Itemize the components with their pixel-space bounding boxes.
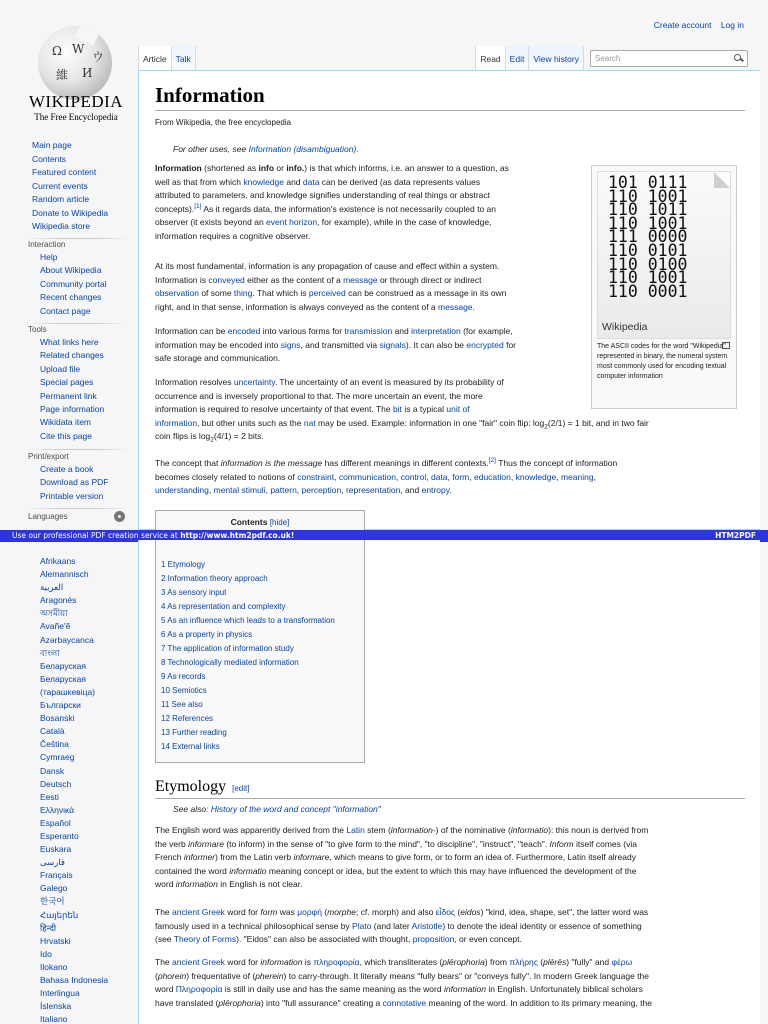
article-link[interactable]: πληροφορία bbox=[313, 957, 360, 967]
article-link[interactable]: observation bbox=[155, 288, 199, 298]
toc-title: Contents [hide] bbox=[230, 517, 290, 527]
toc-item[interactable]: 3 As sensory input bbox=[161, 588, 227, 597]
language-link-23[interactable]: Français bbox=[40, 870, 73, 881]
view-tabs bbox=[475, 46, 748, 70]
personal-tools bbox=[647, 20, 744, 30]
language-link-29[interactable]: Ido bbox=[40, 948, 52, 959]
table-of-contents bbox=[155, 540, 365, 763]
language-link-27[interactable]: हिन्दी bbox=[40, 922, 57, 933]
ascii-binary-image[interactable]: 101 0111 110 1001 110 1011 110 1001 111 0000 110 0101 110 0100 110 1001 110 0001 Wikipedia bbox=[597, 171, 731, 339]
article-link[interactable]: μορφή bbox=[297, 907, 322, 917]
toc-hide-toggle[interactable]: [hide] bbox=[269, 518, 290, 527]
article-link[interactable]: knowledge bbox=[515, 471, 557, 482]
sidebar-item-main-3[interactable]: Current events bbox=[32, 180, 88, 191]
tab-view-history[interactable]: View history bbox=[528, 46, 584, 70]
sidebar-item-interaction-0[interactable]: Help bbox=[40, 252, 58, 262]
article-link[interactable]: unit of bbox=[446, 404, 470, 414]
etymology-heading: Etymology [edit] bbox=[155, 778, 745, 799]
language-link-31[interactable]: Bahasa Indonesia bbox=[40, 975, 109, 985]
history-word-link[interactable]: History of the word and concept "information" bbox=[210, 804, 381, 814]
toc-item[interactable]: 6 As a property in physics bbox=[161, 630, 253, 639]
pdf-service-banner: Use our professional PDF creation service at http://www.htm2pdf.co.uk! HTM2PDF bbox=[0, 530, 768, 542]
sidebar-item-main-0[interactable]: Main page bbox=[32, 140, 72, 150]
banner-url[interactable]: http://www.htm2pdf.co.uk! bbox=[180, 531, 295, 540]
image-wikipedia-label: Wikipedia bbox=[602, 321, 648, 333]
article-link[interactable]: ancient Greek bbox=[172, 907, 225, 917]
article-link[interactable]: conveyed bbox=[208, 274, 245, 285]
toc-item[interactable]: 10 Semiotics bbox=[161, 686, 207, 695]
toc-item[interactable]: 13 Further reading bbox=[161, 728, 227, 737]
toc-item[interactable]: 2 Information theory approach bbox=[161, 574, 268, 583]
language-link-24[interactable]: Galego bbox=[40, 883, 68, 894]
htm2pdf-logo: HTM2PDF bbox=[715, 531, 756, 540]
article-link[interactable]: understanding bbox=[155, 485, 209, 495]
languages-heading: Languages bbox=[28, 512, 68, 521]
toc-item[interactable]: 1 Etymology bbox=[161, 560, 206, 569]
language-link-19[interactable]: Español bbox=[40, 817, 71, 828]
article-link[interactable]: Plato bbox=[352, 920, 372, 931]
article-link[interactable]: message bbox=[438, 301, 473, 312]
article-link[interactable]: proposition bbox=[412, 934, 455, 944]
page-title: Information bbox=[155, 83, 745, 111]
sidebar-item-print-1[interactable]: Download as PDF bbox=[40, 477, 109, 488]
article-link[interactable]: ancient Greek bbox=[172, 957, 225, 967]
article-link[interactable]: encoded bbox=[227, 326, 261, 336]
article-link[interactable]: entropy bbox=[421, 485, 450, 495]
sidebar-item-tools-4[interactable]: Permanent link bbox=[40, 390, 97, 401]
search-placeholder: Search bbox=[595, 54, 621, 63]
article-link[interactable]: knowledge bbox=[243, 176, 284, 187]
toc-item[interactable]: 9 As records bbox=[161, 672, 206, 681]
language-settings-gear-icon[interactable] bbox=[114, 511, 125, 522]
article-link[interactable]: Aristotle bbox=[411, 920, 443, 931]
create-account-link[interactable]: Create account bbox=[653, 20, 712, 30]
language-link-12[interactable]: Català bbox=[40, 726, 65, 737]
logo-tagline: The Free Encyclopedia bbox=[34, 112, 118, 122]
languages-list bbox=[0, 555, 138, 1024]
namespace-tabs bbox=[138, 46, 196, 70]
language-link-7[interactable]: বাংলা bbox=[40, 647, 60, 658]
toc-item[interactable]: 12 References bbox=[161, 714, 214, 723]
language-link-3[interactable]: Aragonés bbox=[40, 595, 77, 606]
language-link-9[interactable]: Беларуская (тарашкевіца) bbox=[40, 673, 96, 697]
language-link-22[interactable]: فارسی bbox=[40, 857, 65, 868]
article-link[interactable]: perceived bbox=[308, 288, 346, 298]
thumbnail-caption: The ASCII codes for the word "Wikipedia" represented in binary, the numeral system most commonly used for encoding textual computer information bbox=[597, 343, 728, 380]
article-link[interactable]: mental stimuli bbox=[213, 485, 266, 495]
article-link[interactable]: Latin bbox=[346, 825, 365, 835]
language-link-21[interactable]: Euskara bbox=[40, 844, 72, 855]
article-link[interactable]: Πληροφορία bbox=[175, 984, 223, 994]
language-link-10[interactable]: Български bbox=[40, 700, 81, 711]
sidebar-item-tools-2[interactable]: Upload file bbox=[40, 363, 81, 374]
article-link[interactable]: education bbox=[473, 471, 511, 482]
article-link[interactable]: encrypted bbox=[466, 339, 504, 350]
toc-item[interactable]: 11 See also bbox=[161, 700, 203, 709]
interaction-portal bbox=[0, 239, 138, 318]
sidebar-item-main-1[interactable]: Contents bbox=[32, 153, 67, 164]
article-link[interactable]: message bbox=[343, 274, 378, 285]
article-link[interactable]: bit bbox=[392, 404, 402, 414]
interaction-heading: Interaction bbox=[28, 240, 66, 249]
etymology-edit-link[interactable]: [edit] bbox=[232, 784, 250, 793]
article-link[interactable]: perception bbox=[301, 485, 342, 495]
hatnote: For other uses, see Information (disambiguation). bbox=[173, 144, 359, 154]
sidebar-item-tools-1[interactable]: Related changes bbox=[40, 350, 104, 361]
article-link[interactable]: interpretation bbox=[411, 326, 461, 336]
article-content-continued bbox=[138, 540, 760, 1024]
language-link-0[interactable]: Afrikaans bbox=[40, 556, 76, 566]
sidebar-item-interaction-4[interactable]: Contact page bbox=[40, 305, 91, 316]
language-link-14[interactable]: Cymraeg bbox=[40, 752, 75, 763]
language-link-4[interactable]: অসমীয়া bbox=[40, 608, 68, 619]
sidebar-item-interaction-1[interactable]: About Wikipedia bbox=[40, 265, 102, 276]
article-link[interactable]: [2] bbox=[488, 457, 496, 465]
language-link-20[interactable]: Esperanto bbox=[40, 830, 79, 841]
sidebar-item-interaction-3[interactable]: Recent changes bbox=[40, 292, 102, 303]
article-link[interactable]: signals bbox=[379, 339, 406, 350]
article-link[interactable]: εἶδος bbox=[435, 907, 456, 917]
article-link[interactable]: pattern bbox=[270, 485, 297, 495]
print-export-heading: Print/export bbox=[28, 452, 69, 461]
language-link-13[interactable]: Čeština bbox=[40, 739, 69, 750]
article-link[interactable]: information bbox=[155, 417, 198, 428]
sidebar-item-main-2[interactable]: Featured content bbox=[32, 167, 97, 177]
language-link-15[interactable]: Dansk bbox=[40, 765, 65, 776]
toc-item[interactable]: 7 The application of information study bbox=[161, 644, 294, 653]
language-link-6[interactable]: Azərbaycanca bbox=[40, 634, 94, 645]
sidebar-item-interaction-2[interactable]: Community portal bbox=[40, 278, 107, 289]
language-link-32[interactable]: Interlingua bbox=[40, 988, 80, 999]
tab-talk[interactable]: Talk bbox=[171, 46, 196, 70]
print-export-portal bbox=[0, 451, 138, 503]
sidebar-item-tools-7[interactable]: Cite this page bbox=[40, 430, 92, 441]
article-link[interactable]: representation bbox=[345, 485, 401, 495]
sidebar-item-main-6[interactable]: Wikipedia store bbox=[32, 221, 91, 231]
article-link[interactable]: data bbox=[430, 471, 448, 482]
sidebar-item-main-5[interactable]: Donate to Wikipedia bbox=[32, 207, 109, 218]
etymology-paragraph-2: The ancient Greek word for form was μορφή (morphe; cf. morph) and also εἶδος (eidos) "kind, idea, shape, set", the latter word was famously used in a technical philosophical sense by Plato (and later Aristotle) to denote the ideal identity or essence of something (see Theory of Forms). "Eidos" can also be associated with thought, proposition, or even concept. bbox=[155, 907, 649, 944]
language-link-25[interactable]: 한국어 bbox=[40, 896, 65, 907]
language-link-8[interactable]: Беларуская bbox=[40, 660, 86, 671]
tab-read[interactable]: Read bbox=[475, 46, 504, 70]
site-subtitle: From Wikipedia, the free encyclopedia bbox=[155, 118, 292, 127]
search-input[interactable] bbox=[590, 50, 748, 67]
article-link[interactable]: communication bbox=[338, 471, 396, 482]
lead-paragraph-1: Information (shortened as info or info.) is that which informs, i.e. an answer to a question, as well as that from which knowledge and data can be derived (as data represents values attributed to parameters, and knowledge signifies understanding of real things or abstract concepts).[1] As it regards data, the information's existence is not necessarily coupled to an observer (it exists beyond an event horizon, for example), while in the case of knowledge, information requires a cognitive observer. bbox=[155, 163, 509, 241]
toc-item[interactable]: 4 As representation and complexity bbox=[161, 602, 286, 611]
tools-heading: Tools bbox=[28, 325, 47, 334]
article-link[interactable]: nat bbox=[303, 417, 316, 428]
language-link-16[interactable]: Deutsch bbox=[40, 778, 72, 789]
language-link-2[interactable]: العربية bbox=[40, 582, 64, 593]
etymology-see-also: See also: History of the word and concept "information" bbox=[173, 804, 381, 814]
article-link[interactable]: [1] bbox=[194, 202, 202, 210]
article-link[interactable]: uncertainty bbox=[233, 377, 275, 387]
article-link[interactable]: form bbox=[452, 471, 470, 482]
language-link-26[interactable]: Հայերեն bbox=[40, 909, 79, 920]
article-link[interactable]: πλήρης bbox=[509, 957, 538, 967]
search-icon[interactable] bbox=[734, 54, 743, 63]
article-link[interactable]: transmission bbox=[344, 326, 393, 336]
sidebar-item-tools-5[interactable]: Page information bbox=[40, 404, 105, 415]
language-link-30[interactable]: Ilokano bbox=[40, 961, 68, 972]
article-link[interactable]: Theory of Forms bbox=[173, 934, 237, 944]
disambiguation-link[interactable]: Information (disambiguation) bbox=[248, 144, 357, 154]
lead-paragraph-2: At its most fundamental, information is any propagation of cause and effect within a system. Information is conveyed either as the content of a message or through direct or indirect observation of some thing. That which is perceived can be construed as a message in its own right, and in that sense, information is always conveyed as the content of a message. bbox=[155, 261, 507, 312]
etymology-paragraph-3: The ancient Greek word for information is πληροφορία, which transliterates (plērophoria) from πλήρης (plērēs) "fully" and φέρω (phorein) frequentative of (pherein) to carry-through. It literally means "fully bears" or "conveys fully". In modern Greek language the word Πληροφορία is still in daily use and has the same meaning as the word information in English. Unfortunately biblical scholars have translated (plērophoria) into "full assurance" creating a connotative meaning of the word. In addition to its primary meaning, the bbox=[155, 957, 652, 1008]
toc-box-top bbox=[155, 510, 365, 532]
sidebar-item-tools-0[interactable]: What links here bbox=[40, 337, 99, 347]
article-link[interactable]: data bbox=[302, 176, 320, 187]
language-link-17[interactable]: Eesti bbox=[40, 791, 59, 802]
tab-edit[interactable]: Edit bbox=[505, 46, 529, 70]
wikipedia-logo[interactable] bbox=[24, 20, 128, 124]
lead-paragraph-5: The concept that information is the message has different meanings in different contexts.[2] Thus the concept of information becomes closely related to notions of constraint, communication, control, data, form, education, knowledge, meaning, understanding, mental stimuli, pattern, perception, representation, and entropy. bbox=[155, 457, 618, 495]
language-link-18[interactable]: Ελληνικά bbox=[40, 804, 75, 815]
language-link-5[interactable]: Avañe'ẽ bbox=[40, 621, 71, 632]
article-link[interactable]: event horizon bbox=[266, 217, 318, 227]
tab-article[interactable]: Article bbox=[138, 46, 171, 70]
sidebar-item-tools-6[interactable]: Wikidata item bbox=[40, 417, 92, 428]
toc-item[interactable]: 8 Technologically mediated information bbox=[161, 658, 299, 667]
lead-paragraph-3: Information can be encoded into various forms for transmission and interpretation (for example, information may be encoded into signs, and transmitted via signals). It can also be encrypted for safe storage and communication. bbox=[155, 326, 517, 363]
language-link-33[interactable]: Íslenska bbox=[40, 1001, 72, 1012]
logo-wordmark: WIKIPEDIA bbox=[28, 92, 124, 111]
article-link[interactable]: connotative bbox=[382, 997, 427, 1008]
article-content bbox=[138, 70, 760, 530]
toc-item[interactable]: 14 External links bbox=[161, 742, 220, 751]
sidebar-item-print-0[interactable]: Create a book bbox=[40, 464, 94, 474]
tools-portal bbox=[0, 324, 138, 443]
lead-paragraph-4: Information resolves uncertainty. The uncertainty of an event is measured by its probability of occurrence and is inversely proportional to that. The more uncertain an event, the more information is required to resolve uncertainty of that event. The bit is a typical unit of information, but other units such as the nat may be used. Example: information in one "fair" coin flip: $\log_2(2/1) = 1$ bit, and in two fair coin flips is $\log_2(4/1) = 2$ bits. bbox=[155, 377, 649, 444]
toc-item[interactable]: 5 As an influence which leads to a transformation bbox=[161, 616, 335, 625]
article-link[interactable]: φέρω bbox=[611, 957, 633, 967]
article-link[interactable]: control bbox=[400, 471, 427, 482]
article-link[interactable]: constraint bbox=[297, 471, 335, 482]
etymology-paragraph-1: The English word was apparently derived from the Latin stem (information-) of the nominative (informatio): this noun is derived from the verb informare (to inform) in the sense of "to give form to the mind", "to discipline", "instruct", "teach". Inform itself comes (via French informer) from the Latin verb informare, which means to give form, or to form an idea of. Furthermore, Latin itself already contained the word informatio meaning concept or idea, but the extent to which this may have influenced the development of the word information in English is not clear. bbox=[155, 825, 649, 889]
article-link[interactable]: meaning bbox=[560, 471, 594, 482]
puzzle-globe-icon: Ω W 維 И ウ bbox=[38, 26, 112, 100]
article-link[interactable]: signs bbox=[280, 339, 301, 350]
language-link-1[interactable]: Alemannisch bbox=[40, 569, 89, 580]
language-link-11[interactable]: Bosanski bbox=[40, 713, 75, 724]
language-link-28[interactable]: Hrvatski bbox=[40, 935, 71, 946]
sidebar-item-tools-3[interactable]: Special pages bbox=[40, 377, 94, 388]
article-link[interactable]: thing bbox=[233, 288, 253, 298]
main-navigation bbox=[0, 139, 138, 234]
ascii-binary-thumbnail bbox=[591, 165, 737, 409]
log-in-link[interactable]: Log in bbox=[720, 20, 744, 30]
language-link-34[interactable]: Italiano bbox=[40, 1014, 68, 1024]
sidebar-item-print-2[interactable]: Printable version bbox=[40, 490, 104, 501]
sidebar-item-main-4[interactable]: Random article bbox=[32, 194, 90, 204]
